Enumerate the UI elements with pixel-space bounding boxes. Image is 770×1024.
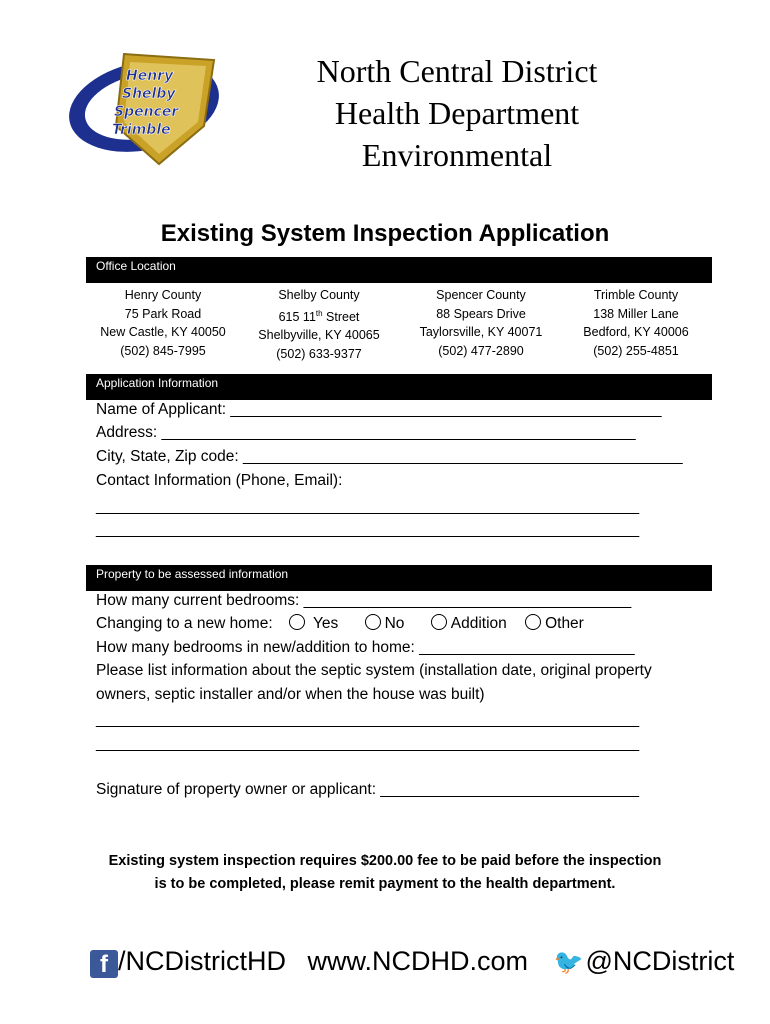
facebook-icon: f [90, 950, 118, 978]
office-city: Bedford, KY 40006 [583, 325, 689, 339]
new-bedrooms-field[interactable]: _________________________ [419, 639, 635, 656]
bedrooms-label: How many current bedrooms: [96, 592, 304, 609]
office-street: 75 Park Road [124, 306, 202, 321]
contact-field-1[interactable]: _______________________________________________________________ [96, 498, 640, 515]
address-field[interactable]: _______________________________________________________ [161, 424, 636, 441]
office-spencer [401, 286, 561, 360]
bedrooms-field[interactable]: ______________________________________ [303, 592, 632, 609]
website-link[interactable]: www.NCDHD.com [307, 946, 529, 976]
office-county: Spencer County [436, 288, 526, 302]
office-city: Taylorsville, KY 40071 [419, 325, 543, 339]
organization-title [282, 50, 632, 176]
applicant-name-field[interactable]: __________________________________________________ [230, 401, 662, 418]
street-number: 615 11 [278, 309, 316, 324]
address-label: Address: [96, 424, 162, 441]
applicant-name-row [96, 398, 661, 421]
office-trimble [556, 286, 716, 360]
office-phone: (502) 255-4851 [593, 343, 679, 358]
new-home-row [96, 612, 584, 635]
street-suffix: th [315, 308, 323, 318]
office-henry [83, 286, 243, 360]
logo-text-trimble: Trimble [112, 122, 171, 138]
city-row [96, 445, 683, 468]
office-county: Shelby County [278, 288, 360, 302]
radio-addition[interactable] [431, 614, 447, 630]
contact-label: Contact Information (Phone, Email): [96, 472, 343, 489]
city-label: City, State, Zip code: [96, 448, 244, 465]
septic-info-line-2: owners, septic installer and/or when the house was built) [96, 686, 485, 703]
form-title: Existing System Inspection Application [160, 220, 610, 247]
office-phone: (502) 633-9377 [276, 346, 362, 361]
application-info-header: Application Information [86, 374, 712, 400]
street-name: Street [322, 309, 360, 324]
septic-field-1[interactable]: _______________________________________________________________ [96, 711, 640, 728]
office-county: Trimble County [593, 288, 679, 302]
district-logo [64, 46, 224, 166]
office-phone: (502) 845-7995 [120, 343, 206, 358]
fee-notice-line-1: Existing system inspection requires $200.00 fee to be paid before the inspection [108, 853, 662, 869]
option-addition-label: Addition [450, 615, 507, 632]
office-street [239, 305, 399, 327]
fee-notice-line-2: is to be completed, please remit payment to the health department. [154, 876, 616, 892]
office-location-header: Office Location [86, 257, 712, 283]
address-row [96, 421, 636, 444]
office-city: Shelbyville, KY 40065 [258, 328, 380, 343]
new-bedrooms-label: How many bedrooms in new/addition to home: [96, 639, 420, 656]
office-shelby [239, 286, 399, 363]
office-street: 88 Spears Drive [436, 306, 526, 321]
new-home-label: Changing to a new home: [96, 615, 273, 632]
office-county: Henry County [124, 288, 202, 302]
radio-yes[interactable] [289, 614, 305, 630]
property-info-header: Property to be assessed information [86, 565, 712, 591]
new-bedrooms-row [96, 636, 635, 659]
logo-text-spencer: Spencer [114, 104, 179, 120]
twitter-handle[interactable]: @NCDistrict [585, 946, 735, 976]
contact-field-2[interactable]: _______________________________________________________________ [96, 521, 640, 538]
signature-field[interactable]: ______________________________ [380, 781, 639, 798]
signature-label: Signature of property owner or applicant: [96, 781, 381, 798]
bedrooms-row [96, 589, 631, 612]
city-field[interactable]: ___________________________________________________ [243, 448, 683, 465]
logo-text-henry: Henry [126, 68, 174, 84]
radio-no[interactable] [365, 614, 381, 630]
office-phone: (502) 477-2890 [438, 343, 524, 358]
fee-notice [0, 850, 770, 896]
applicant-name-label: Name of Applicant: [96, 401, 231, 418]
option-no-label: No [384, 615, 405, 632]
office-street: 138 Miller Lane [593, 306, 679, 321]
septic-field-2[interactable]: _______________________________________________________________ [96, 735, 640, 752]
radio-other[interactable] [525, 614, 541, 630]
septic-info-line-1: Please list information about the septic system (installation date, original property [96, 662, 652, 679]
footer [90, 946, 734, 982]
title-line-1: North Central District [316, 53, 598, 89]
logo-text-shelby: Shelby [122, 86, 176, 102]
title-line-2: Health Department [334, 95, 580, 131]
twitter-icon: 🐦 [553, 949, 584, 976]
facebook-handle[interactable]: /NCDistrictHD [118, 946, 286, 976]
option-yes-label: Yes [313, 615, 339, 632]
option-other-label: Other [545, 615, 584, 632]
signature-row [96, 778, 639, 801]
title-line-3: Environmental [361, 137, 553, 173]
office-city: New Castle, KY 40050 [100, 325, 226, 339]
